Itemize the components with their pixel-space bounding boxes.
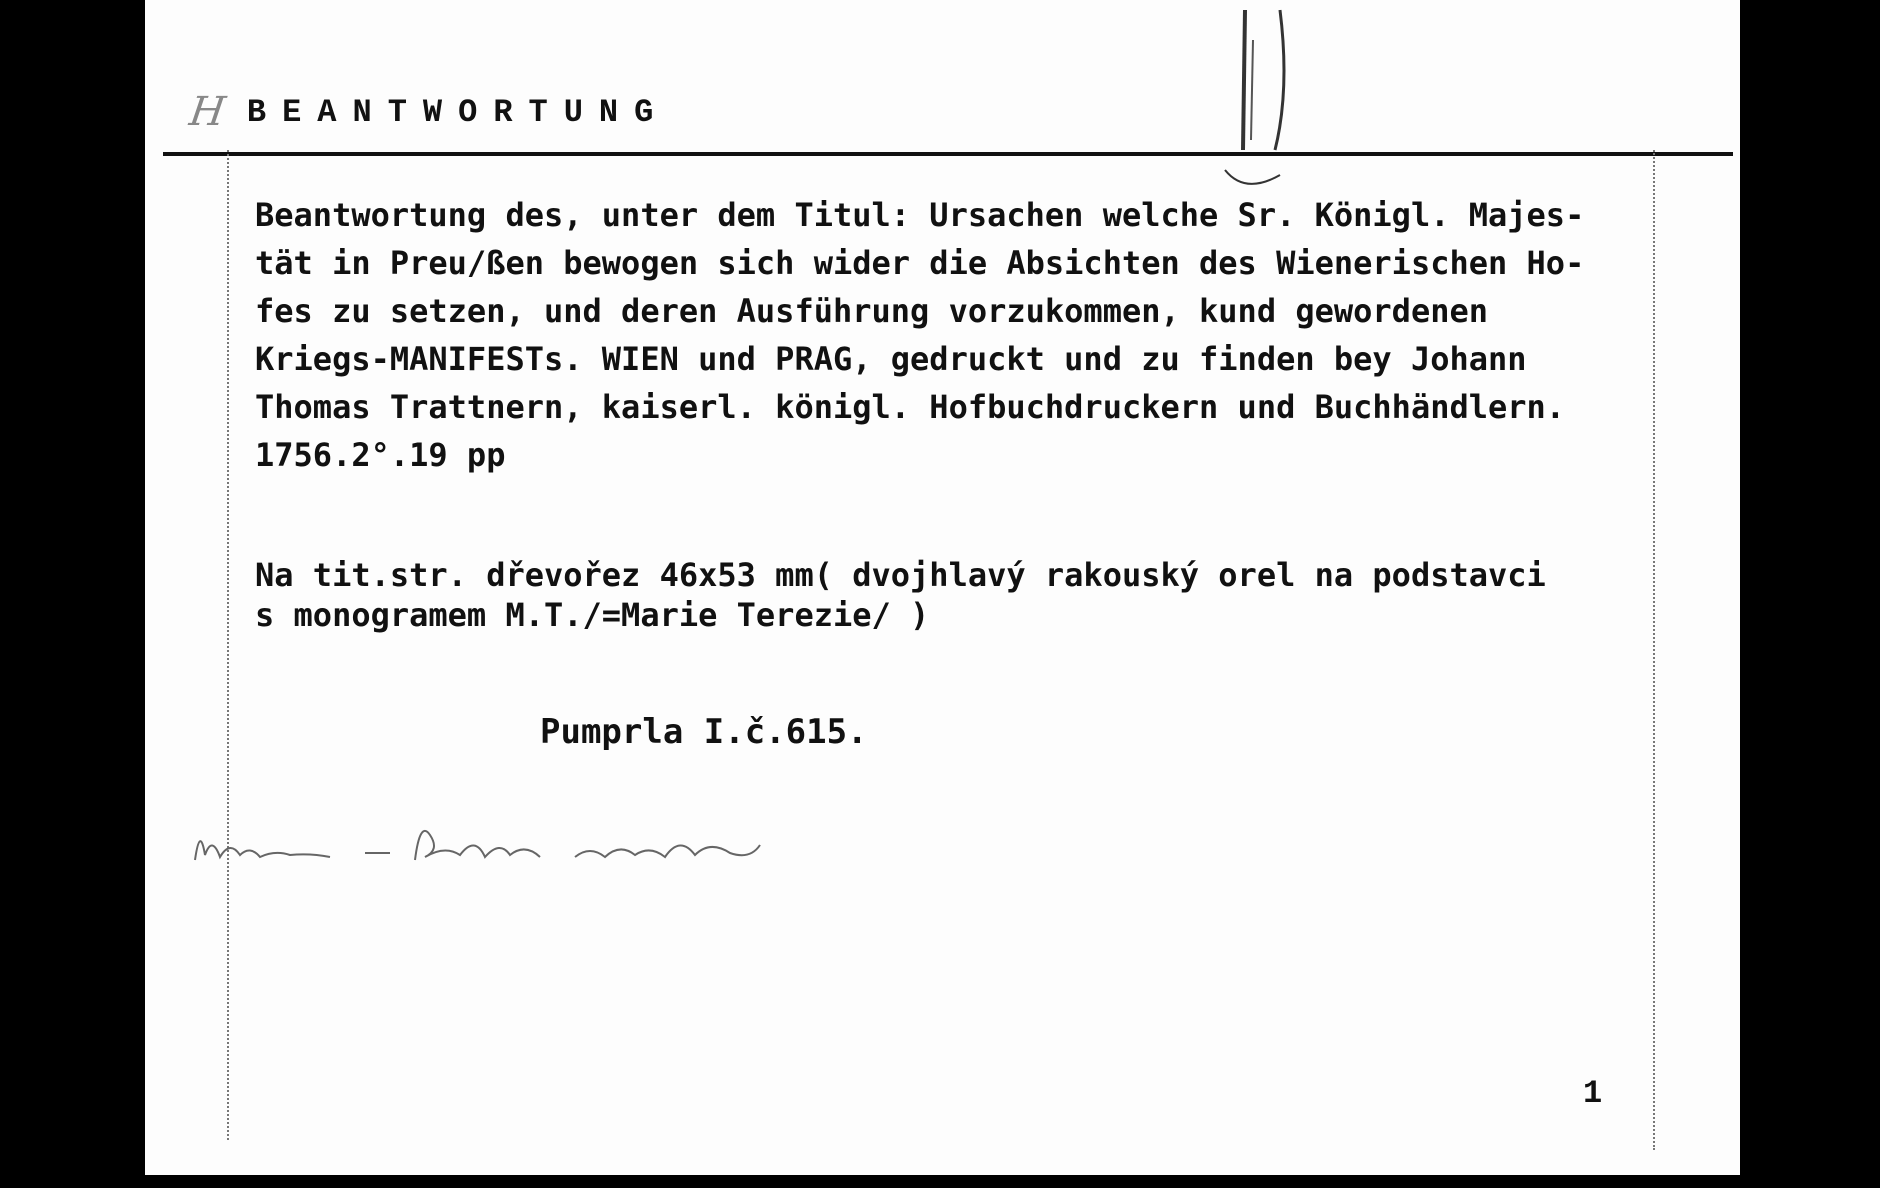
pencil-bracket-mark bbox=[1185, 0, 1305, 200]
handwritten-scribble-graphic bbox=[190, 815, 840, 875]
left-margin-line bbox=[227, 150, 229, 1140]
heading-rule bbox=[163, 152, 1733, 156]
heading: BEANTWORTUNG bbox=[246, 93, 670, 131]
note-text: Na tit.str. dřevořez 46x53 mm( dvojhlavý rakouský orel na podstavci s monogramem M.T./=Marie Terezie/ ) bbox=[255, 556, 1546, 634]
right-margin-line bbox=[1653, 150, 1655, 1150]
catalog-card bbox=[145, 0, 1740, 1175]
handwritten-note bbox=[190, 815, 840, 875]
heading-row bbox=[186, 89, 670, 135]
description-text: Beantwortung des, unter dem Titul: Ursachen welche Sr. Königl. Majes- tät in Preu/ßen bewogen sich wider die Absichten des Wienerischen Ho- fes zu setzen, und deren Ausführung vorzukommen, kund gewordenen Kriegs-MANIFESTs. WIEN und PRAG, gedruckt und zu finden bey Johann Thomas Trattnern, kaiserl. königl. Hofbuchdruckern und Buchhändlern. 1756.2°.19 pp bbox=[255, 196, 1585, 474]
heading-mark: H bbox=[186, 89, 229, 135]
page-number: 1 bbox=[1583, 1075, 1603, 1112]
reference-text: Pumprla I.č.615. bbox=[540, 712, 868, 752]
